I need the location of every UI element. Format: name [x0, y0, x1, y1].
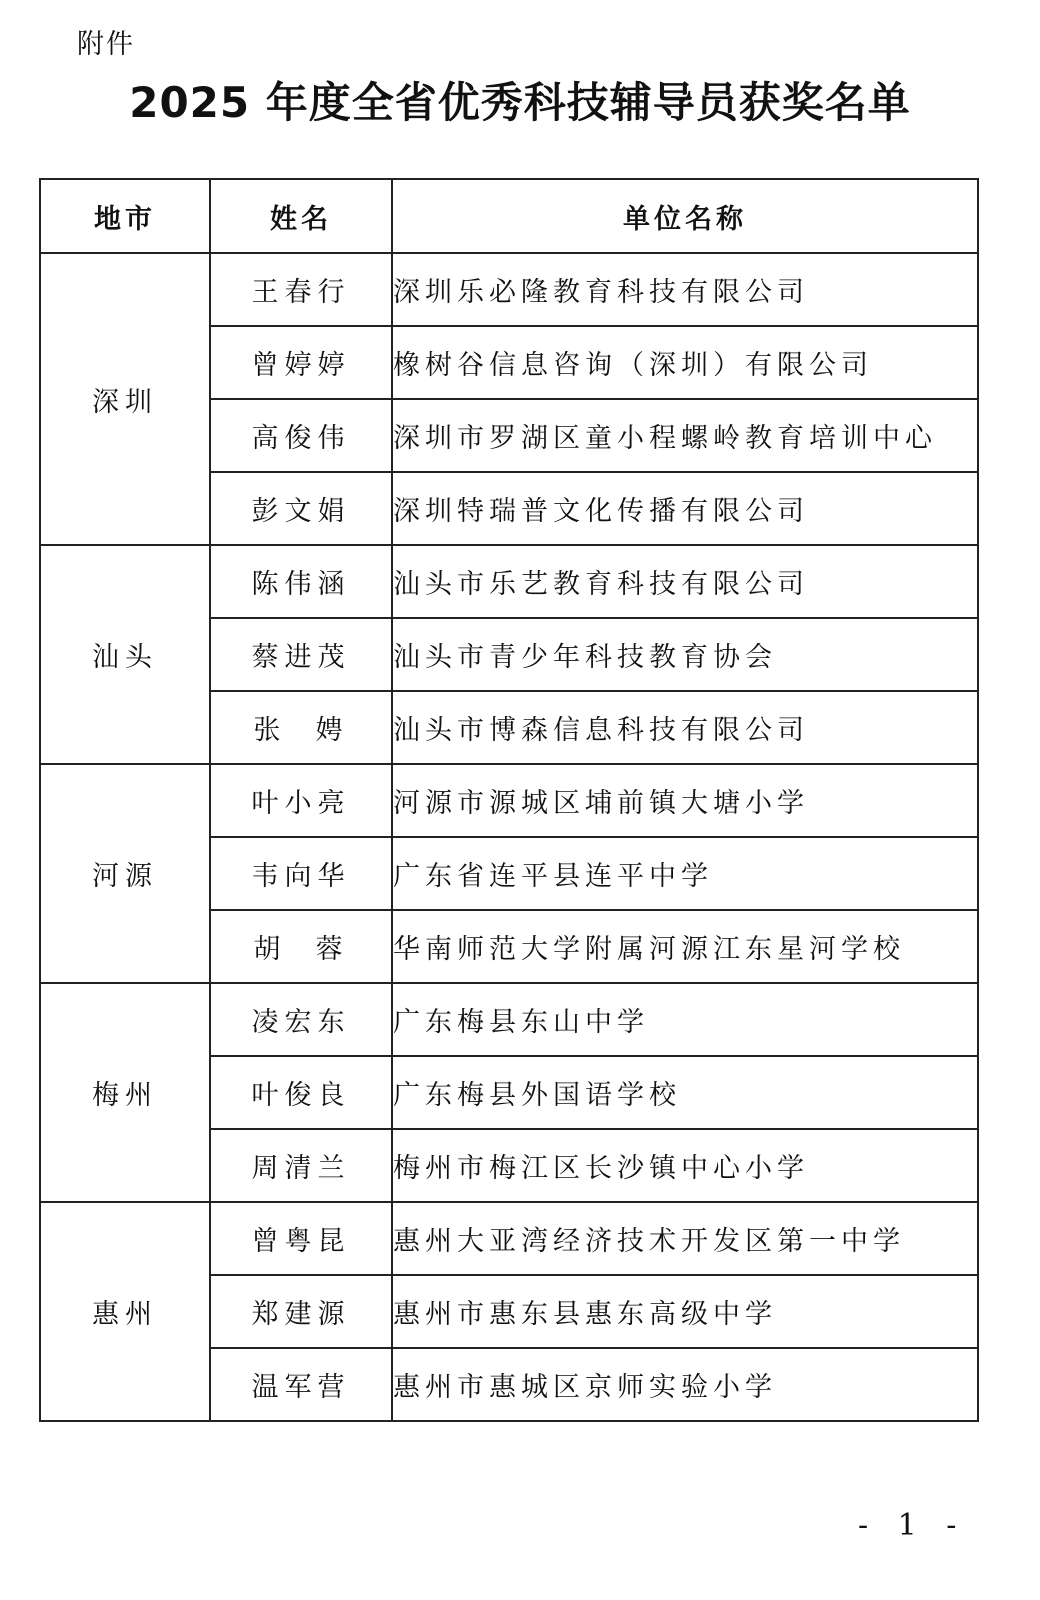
- org-cell: 广东梅县东山中学: [392, 983, 978, 1056]
- city-cell: 河源: [40, 764, 210, 983]
- column-header-org: 单位名称: [392, 179, 978, 253]
- city-cell: 汕头: [40, 545, 210, 764]
- name-cell: 曾粤昆: [210, 1202, 392, 1275]
- org-cell: 惠州市惠城区京师实验小学: [392, 1348, 978, 1421]
- name-cell: 胡 蓉: [210, 910, 392, 983]
- name-cell: 叶小亮: [210, 764, 392, 837]
- table-row: [40, 1202, 978, 1275]
- name-cell: 高俊伟: [210, 399, 392, 472]
- name-cell: 温军营: [210, 1348, 392, 1421]
- org-cell: 广东省连平县连平中学: [392, 837, 978, 910]
- column-header-city: 地市: [40, 179, 210, 253]
- city-cell: 惠州: [40, 1202, 210, 1421]
- table-row: [40, 764, 978, 837]
- org-cell: 华南师范大学附属河源江东星河学校: [392, 910, 978, 983]
- org-cell: 深圳特瑞普文化传播有限公司: [392, 472, 978, 545]
- award-table: [39, 178, 979, 1422]
- document-title: 2025 年度全省优秀科技辅导员获奖名单: [129, 78, 911, 127]
- name-cell: 彭文娟: [210, 472, 392, 545]
- org-cell: 汕头市青少年科技教育协会: [392, 618, 978, 691]
- org-cell: 汕头市乐艺教育科技有限公司: [392, 545, 978, 618]
- table-row: [40, 545, 978, 618]
- org-cell: 深圳市罗湖区童小程螺岭教育培训中心: [392, 399, 978, 472]
- name-cell: 韦向华: [210, 837, 392, 910]
- org-cell: 惠州大亚湾经济技术开发区第一中学: [392, 1202, 978, 1275]
- name-cell: 王春行: [210, 253, 392, 326]
- name-cell: 曾婷婷: [210, 326, 392, 399]
- org-cell: 广东梅县外国语学校: [392, 1056, 978, 1129]
- column-header-name: 姓名: [210, 179, 392, 253]
- name-cell: 凌宏东: [210, 983, 392, 1056]
- city-cell: 梅州: [40, 983, 210, 1202]
- name-cell: 叶俊良: [210, 1056, 392, 1129]
- org-cell: 深圳乐必隆教育科技有限公司: [392, 253, 978, 326]
- city-cell: 深圳: [40, 253, 210, 545]
- org-cell: 汕头市博森信息科技有限公司: [392, 691, 978, 764]
- org-cell: 橡树谷信息咨询（深圳）有限公司: [392, 326, 978, 399]
- org-cell: 梅州市梅江区长沙镇中心小学: [392, 1129, 978, 1202]
- table-row: [40, 983, 978, 1056]
- name-cell: 陈伟涵: [210, 545, 392, 618]
- name-cell: 蔡进茂: [210, 618, 392, 691]
- table-row: [40, 253, 978, 326]
- name-cell: 张 娉: [210, 691, 392, 764]
- page-number: - 1 -: [858, 1508, 967, 1543]
- table-header-row: [40, 179, 978, 253]
- org-cell: 河源市源城区埔前镇大塘小学: [392, 764, 978, 837]
- name-cell: 郑建源: [210, 1275, 392, 1348]
- attachment-label: 附件: [77, 29, 135, 60]
- name-cell: 周清兰: [210, 1129, 392, 1202]
- org-cell: 惠州市惠东县惠东高级中学: [392, 1275, 978, 1348]
